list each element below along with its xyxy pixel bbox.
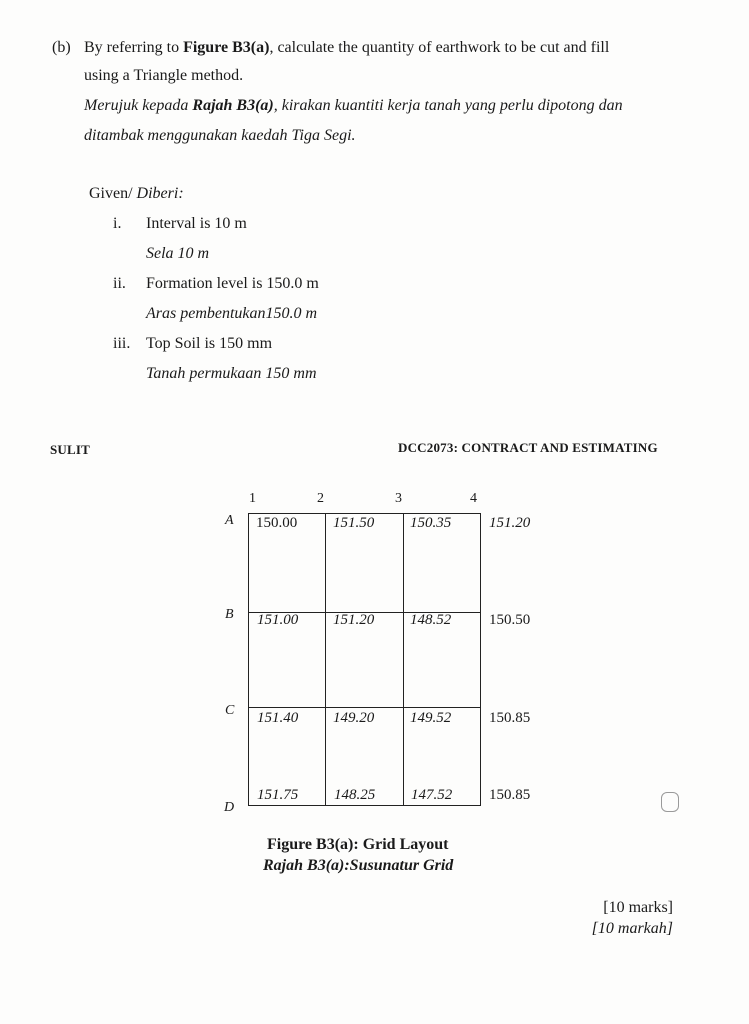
level-c3: 149.52 [410,710,452,726]
given-heading-ms: Diberi: [136,185,184,202]
given-item-2-ms: Aras pembentukan150.0 m [146,305,318,322]
level-b4: 150.50 [489,612,531,628]
given-item-2-num: ii. [113,275,126,292]
rounded-square-icon [661,792,679,812]
given-item-3-ms: Tanah permukaan 150 mm [146,365,317,382]
level-d1: 151.75 [257,787,299,803]
column-label-3: 3 [395,491,402,506]
figure-caption-id: Figure B3(a) [267,836,354,853]
question-ms-line-1-pre: Merujuk kepada [84,97,193,114]
column-label-1: 1 [249,491,256,506]
grid-line-c [248,707,481,708]
figure-caption-title: : Grid Layout [353,836,449,853]
course-title: DCC2073: CONTRACT AND ESTIMATING [398,440,658,455]
level-c4: 150.85 [489,710,531,726]
level-a4: 151.20 [489,515,531,531]
level-b3: 148.52 [410,612,452,628]
marks-ms: [10 markah] [591,920,673,937]
row-label-a: A [225,513,234,528]
level-a2: 151.50 [333,515,375,531]
question-label: (b) [52,39,71,56]
question-line-1-post: , calculate the quantity of earthwork to be cut and fill [269,39,610,56]
sulit-label: SULIT [50,442,91,457]
grid-line-a [248,513,481,514]
row-label-b: B [225,607,234,622]
level-a3: 150.35 [410,515,452,531]
given-item-1-ms: Sela 10 m [146,245,210,262]
given-item-1-en: Interval is 10 m [146,215,247,232]
column-label-4: 4 [470,491,477,506]
marks-en: [10 marks] [603,899,673,916]
grid-line-3 [403,513,404,806]
row-label-c: C [225,703,235,718]
given-item-3-en: Top Soil is 150 mm [146,335,273,352]
question-line-1 [84,39,609,57]
figure-caption [267,836,448,854]
figure-reference: Figure B3(a) [183,39,270,56]
row-label-d: D [224,800,235,815]
level-d4: 150.85 [489,787,531,803]
grid-line-4 [480,513,481,806]
given-heading [89,185,184,203]
column-label-2: 2 [317,491,324,506]
grid-line-1 [248,513,249,806]
given-item-3-num: iii. [113,335,131,352]
rajah-reference: Rajah B3(a) [192,97,274,114]
given-item-1-num: i. [113,215,122,232]
given-item-2-en: Formation level is 150.0 m [146,275,319,292]
question-line-1-pre: By referring to [84,39,184,56]
level-a1: 150.00 [256,515,298,531]
level-b1: 151.00 [257,612,299,628]
question-ms-line-2: ditambak menggunakan kaedah Tiga Segi. [84,127,356,144]
given-heading-en: Given/ [89,185,133,202]
figure-caption-ms: Rajah B3(a):Susunatur Grid [263,857,454,874]
grid-line-2 [325,513,326,806]
level-d3: 147.52 [411,787,453,803]
level-d2: 148.25 [334,787,376,803]
question-line-2: using a Triangle method. [84,67,244,84]
level-b2: 151.20 [333,612,375,628]
level-c2: 149.20 [333,710,375,726]
question-ms-line-1-post: , kirakan kuantiti kerja tanah yang perlu dipotong dan [273,97,623,114]
grid-line-d [248,805,481,806]
level-c1: 151.40 [257,710,299,726]
question-ms-line-1 [84,97,623,115]
